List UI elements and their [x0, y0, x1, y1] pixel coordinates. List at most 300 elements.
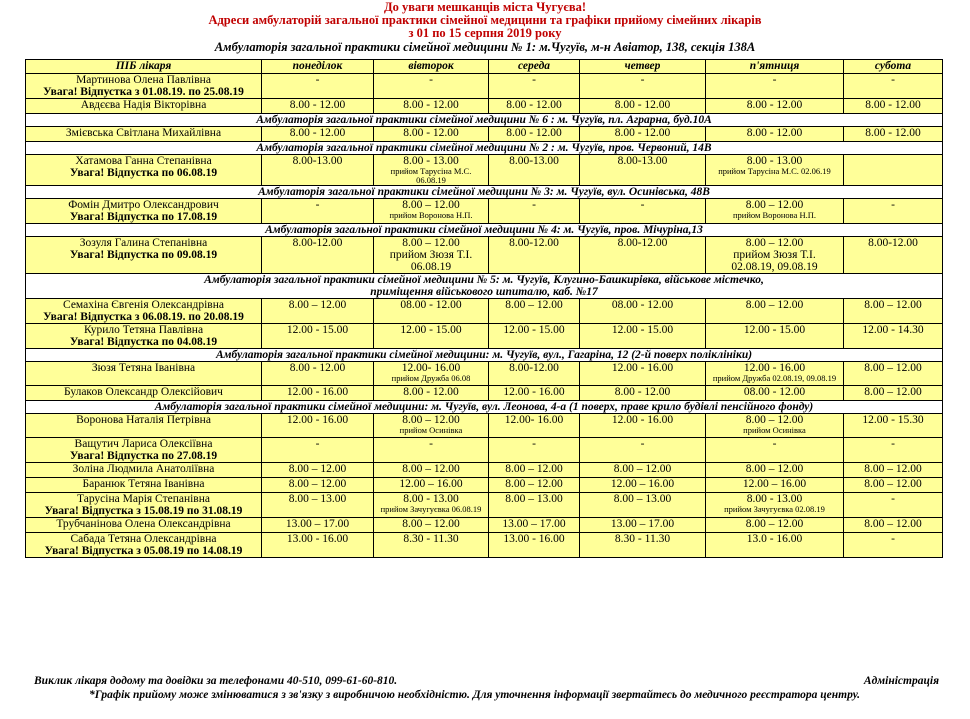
schedule-cell	[580, 74, 706, 99]
schedule-cell	[844, 533, 943, 558]
schedule-cell	[489, 237, 580, 274]
hours-text: 8.00 - 13.00	[403, 155, 459, 167]
schedule-cell	[489, 478, 580, 493]
footer-note: *Графік прийому може змінюватися з зв'язку з виробничою необхідністю. Для уточнення інформації звертайтесь до медичного реєстратора центру.	[89, 689, 860, 701]
hours-text: 8.00 – 12.00	[864, 362, 922, 374]
substitute-dates: 02.08.19, 09.08.19	[731, 261, 818, 273]
schedule-cell	[374, 518, 489, 533]
substitute-dates: 06.08.19	[410, 261, 452, 273]
doctor-name: Семахіна Євгенія Олександрівна	[63, 299, 224, 311]
hours-text: 8.00 – 12.00	[745, 237, 804, 249]
hours-text: 8.00 – 12.00	[505, 478, 563, 490]
schedule-cell	[580, 299, 706, 324]
doctor-name-cell	[26, 155, 262, 186]
doctor-name: Фомін Дмитро Олександрович	[68, 199, 219, 211]
substitute-note: прийом Дружба 02.08.19, 09.08.19	[712, 373, 837, 383]
col-header-wednesday: середа	[489, 60, 580, 74]
schedule-cell	[262, 386, 374, 401]
schedule-cell	[706, 155, 844, 186]
hours-text: 12.00 - 16.00	[286, 386, 349, 398]
clinic-address	[26, 274, 943, 299]
clinic-address	[26, 349, 943, 362]
schedule-cell	[489, 493, 580, 518]
substitute-text: прийом Зюзя Т.І.	[389, 249, 473, 261]
schedule-cell	[489, 438, 580, 463]
doctor-row	[26, 199, 943, 224]
vacation-warning: Увага! Відпустка по 04.08.19	[69, 336, 218, 348]
hours-text: 8.00 - 12.00	[614, 127, 671, 139]
hours-text: 8.00 – 12.00	[864, 463, 922, 475]
hours-text: 8.00 – 12.00	[864, 478, 922, 490]
section-heading-row	[26, 224, 943, 237]
footer-admin: Адміністрація	[863, 675, 939, 687]
substitute-note: прийом Тарусіна М.С. 02.06.19	[718, 166, 831, 176]
schedule-cell	[580, 155, 706, 186]
schedule-cell	[262, 199, 374, 224]
hours-text: 12.00- 16.00	[401, 362, 461, 374]
hours-text: 8.00-12.00	[868, 237, 918, 249]
schedule-cell	[374, 127, 489, 142]
schedule-cell	[489, 99, 580, 114]
doctor-row	[26, 324, 943, 349]
doctor-name-cell	[26, 463, 262, 478]
schedule-cell	[706, 237, 844, 274]
clinic-address-line: Амбулаторія загальної практики сімейної медицини: м. Чугуїв, вул. Леонова, 4-а (1 поверх, праве крило будівлі пенсійного фонду)	[154, 401, 814, 413]
notice-heading: До уваги мешканців міста Чугуєва!	[384, 0, 586, 14]
col-header-saturday: субота	[844, 60, 943, 74]
hours-text: 8.00 – 12.00	[505, 463, 563, 475]
schedule-cell	[262, 299, 374, 324]
substitute-note: прийом Осинівка	[743, 425, 806, 435]
schedule-cell	[706, 324, 844, 349]
schedule-cell	[580, 493, 706, 518]
section-heading-row	[26, 186, 943, 199]
hours-text: 8.00 – 12.00	[745, 518, 804, 530]
doctor-row	[26, 237, 943, 274]
section-heading-row	[26, 349, 943, 362]
schedule-cell	[844, 155, 943, 186]
schedule-cell	[262, 155, 374, 186]
doctor-row	[26, 386, 943, 401]
doctor-name-cell	[26, 99, 262, 114]
schedule-cell	[844, 493, 943, 518]
hours-text: 8.00-13.00	[292, 155, 343, 167]
hours-text: 13.0 - 16.00	[746, 533, 803, 545]
schedule-cell	[374, 324, 489, 349]
clinic-address-line: Амбулаторія загальної практики сімейної медицини № 4: м. Чугуїв, пров. Мічуріна,13	[265, 224, 703, 236]
schedule-cell	[844, 237, 943, 274]
doctor-name-cell	[26, 518, 262, 533]
clinic-address-line: Амбулаторія загальної практики сімейної медицини № 5: м. Чугуїв, Клугино-Башкирівка, військове містечко,	[204, 274, 764, 286]
doctor-row	[26, 414, 943, 438]
schedule-cell	[262, 438, 374, 463]
hours-text: 8.00 - 12.00	[506, 127, 562, 139]
doctor-name: Хатамова Ганна Степанівна	[75, 155, 212, 167]
hours-text: -	[429, 74, 433, 86]
schedule-cell	[580, 99, 706, 114]
schedule-cell	[262, 533, 374, 558]
hours-text: -	[891, 74, 895, 86]
substitute-note: прийом Зачугуєвка 02.08.19	[724, 504, 825, 514]
doctor-row	[26, 127, 943, 142]
schedule-cell	[489, 199, 580, 224]
doctor-name: Курило Тетяна Павлівна	[83, 324, 204, 336]
doctor-row	[26, 518, 943, 533]
clinic-address-line: Амбулаторія загальної практики сімейної медицини: м. Чугуїв, вул., Гагаріна, 12 (2-й поверх поліклініки)	[215, 349, 753, 361]
hours-text: 8.30 - 11.30	[403, 533, 459, 545]
doctor-name-cell	[26, 386, 262, 401]
hours-text: 8.00 – 12.00	[745, 463, 804, 475]
hours-text: -	[891, 438, 895, 450]
hours-text: 8.00 – 12.00	[745, 414, 804, 426]
hours-text: 12.00 - 16.00	[503, 386, 565, 398]
hours-text: 8.00 – 12.00	[505, 299, 563, 311]
hours-text: 8.00-13.00	[617, 155, 668, 167]
hours-text: 8.00-13.00	[509, 155, 559, 167]
doctor-row	[26, 533, 943, 558]
schedule-cell	[706, 493, 844, 518]
doctor-name: Мартинова Олена Павлівна	[76, 74, 211, 86]
hours-text: 12.00 - 15.00	[503, 324, 565, 336]
schedule-cell	[489, 324, 580, 349]
schedule-cell	[580, 478, 706, 493]
schedule-cell	[706, 362, 844, 386]
hours-text: -	[772, 438, 777, 450]
document-title: Адреси амбулаторій загальної практики сімейної медицини та графіки прийому сімейних лікарів	[208, 13, 762, 27]
schedule-cell	[374, 299, 489, 324]
schedule-cell	[844, 463, 943, 478]
schedule-cell	[374, 74, 489, 99]
col-header-friday: п'ятниця	[706, 60, 844, 74]
hours-text: 8.00-12.00	[617, 237, 668, 249]
schedule-cell	[262, 324, 374, 349]
clinic-address	[26, 224, 943, 237]
hours-text: -	[532, 438, 536, 450]
schedule-cell	[844, 518, 943, 533]
substitute-note: прийом Воронова Н.П.	[732, 210, 817, 220]
schedule-cell	[262, 127, 374, 142]
hours-text: 8.00 – 13.00	[288, 493, 347, 505]
schedule-cell	[706, 533, 844, 558]
hours-text: 8.00 – 12.00	[288, 478, 347, 490]
doctor-row	[26, 478, 943, 493]
hours-text: 13.00 – 17.00	[285, 518, 350, 530]
schedule-cell	[580, 362, 706, 386]
substitute-note: прийом Зачугуєвка 06.08.19	[380, 504, 482, 514]
hours-text: 08.00 - 12.00	[400, 299, 462, 311]
schedule-cell	[374, 463, 489, 478]
schedule-cell	[262, 463, 374, 478]
hours-text: 13.00 - 16.00	[286, 533, 349, 545]
hours-text: 8.00 - 12.00	[289, 127, 346, 139]
schedule-cell	[262, 493, 374, 518]
hours-text: 8.30 - 11.30	[614, 533, 671, 545]
hours-text: 08.00 - 12.00	[743, 386, 806, 398]
doctor-row	[26, 493, 943, 518]
clinic-address-line-2: приміщення військового шпиталю, каб. №17	[370, 286, 598, 298]
schedule-cell	[489, 518, 580, 533]
schedule-cell	[374, 237, 489, 274]
clinic-address-line: Амбулаторія загальної практики сімейної медицини № 6 : м. Чугуїв, пл. Аграрна, буд.10А	[256, 114, 712, 126]
vacation-warning: Увага! Відпустка з 15.08.19 по 31.08.19	[44, 505, 243, 517]
schedule-cell	[489, 299, 580, 324]
schedule-cell	[262, 518, 374, 533]
hours-text: -	[891, 199, 895, 211]
schedule-cell	[706, 518, 844, 533]
vacation-warning: Увага! Відпустка з 01.08.19. по 25.08.19	[43, 86, 244, 98]
doctor-name: Булаков Олександр Олексійович	[64, 386, 223, 398]
schedule-cell	[374, 155, 489, 186]
schedule-cell	[489, 74, 580, 99]
clinic-address	[26, 401, 943, 414]
clinic-address-line: Амбулаторія загальної практики сімейної медицини № 3: м. Чугуїв, вул. Осинівська, 48В	[258, 186, 710, 198]
substitute-note: прийом Тарусіна М.С. 06.08.19	[390, 166, 472, 185]
vacation-warning: Увага! Відпустка по 06.08.19	[69, 167, 218, 179]
col-header-tuesday: вівторок	[374, 60, 489, 74]
vacation-warning: Увага! Відпустка по 27.08.19	[69, 450, 218, 462]
hours-text: 8.00 – 12.00	[288, 463, 347, 475]
schedule-cell	[580, 199, 706, 224]
hours-text: -	[640, 74, 645, 86]
doctor-name: Трубчанінова Олена Олександрівна	[56, 518, 231, 530]
hours-text: 12.00 – 16.00	[742, 478, 807, 490]
doctor-name-cell	[26, 533, 262, 558]
doctor-row	[26, 99, 943, 114]
schedule-cell	[844, 74, 943, 99]
hours-text: 8.00 - 12.00	[746, 99, 803, 111]
vacation-warning: Увага! Відпустка по 17.08.19	[69, 211, 218, 223]
hours-text: 8.00 – 12.00	[402, 237, 460, 249]
hours-text: 12.00 - 15.00	[611, 324, 674, 336]
schedule-table	[25, 59, 943, 558]
hours-text: 8.00 - 12.00	[746, 127, 803, 139]
hours-text: -	[429, 438, 433, 450]
schedule-cell	[489, 127, 580, 142]
hours-text: 8.00 - 13.00	[746, 493, 803, 505]
hours-text: 8.00 - 12.00	[403, 386, 459, 398]
footer-call-text: Виклик лікаря додому та довідки за телефонами 40-510, 099-61-60-810.	[34, 675, 398, 687]
schedule-cell	[844, 99, 943, 114]
schedule-cell	[489, 463, 580, 478]
hours-text: 8.00 – 12.00	[402, 199, 460, 211]
hours-text: 12.00 – 16.00	[399, 478, 463, 490]
schedule-cell	[844, 478, 943, 493]
hours-text: 08.00 - 12.00	[611, 299, 674, 311]
col-header-monday: понеділок	[262, 60, 374, 74]
hours-text: -	[315, 438, 320, 450]
doctor-name-cell	[26, 74, 262, 99]
schedule-cell	[844, 299, 943, 324]
schedule-cell	[374, 99, 489, 114]
doctor-name-cell	[26, 414, 262, 438]
hours-text: 12.00 - 16.00	[743, 362, 806, 374]
hours-text: 12.00 - 15.00	[286, 324, 349, 336]
schedule-cell	[706, 74, 844, 99]
doctor-row	[26, 155, 943, 186]
doctor-name: Ващутич Лариса Олексіївна	[74, 438, 213, 450]
doctor-name-cell	[26, 324, 262, 349]
schedule-cell	[489, 386, 580, 401]
hours-text: -	[640, 438, 645, 450]
schedule-cell	[580, 533, 706, 558]
hours-text: 12.00 - 16.00	[611, 362, 674, 374]
schedule-cell	[580, 237, 706, 274]
hours-text: 8.00 – 12.00	[864, 518, 922, 530]
hours-text: 8.00 - 12.00	[506, 99, 562, 111]
hours-text: 8.00 - 12.00	[289, 362, 346, 374]
doctor-name: Золіна Людмила Анатоліївна	[72, 463, 215, 475]
schedule-cell	[262, 414, 374, 438]
hours-text: -	[891, 533, 895, 545]
doctor-row	[26, 74, 943, 99]
schedule-cell	[580, 438, 706, 463]
schedule-cell	[580, 463, 706, 478]
hours-text: 12.00 - 16.00	[286, 414, 349, 426]
doctor-row	[26, 299, 943, 324]
schedule-cell	[580, 386, 706, 401]
doctor-name: Зюзя Тетяна Іванівна	[91, 362, 196, 374]
section-heading-row	[26, 142, 943, 155]
col-header-doctor: ПІБ лікаря	[26, 60, 262, 74]
substitute-note: прийом Осинівка	[399, 425, 463, 435]
schedule-cell	[374, 386, 489, 401]
clinic-address	[26, 142, 943, 155]
doctor-name: Авдєєва Надія Вікторівна	[80, 99, 207, 111]
doctor-name-cell	[26, 493, 262, 518]
clinic-address	[26, 186, 943, 199]
schedule-cell	[706, 478, 844, 493]
schedule-cell	[489, 155, 580, 186]
schedule-cell	[844, 199, 943, 224]
schedule-cell	[844, 438, 943, 463]
doctor-name: Тарусіна Марія Степанівна	[76, 493, 210, 505]
schedule-cell	[844, 324, 943, 349]
hours-text: -	[315, 74, 320, 86]
schedule-cell	[374, 414, 489, 438]
vacation-warning: Увага! Відпустка по 09.08.19	[69, 249, 218, 261]
doctor-name-cell	[26, 478, 262, 493]
schedule-cell	[706, 299, 844, 324]
hours-text: 8.00 - 12.00	[289, 99, 346, 111]
hours-text: 8.00 - 13.00	[746, 155, 803, 167]
schedule-cell	[706, 414, 844, 438]
hours-text: 8.00 – 12.00	[745, 199, 804, 211]
doctor-name: Змієвська Світлана Михайлівна	[65, 127, 222, 139]
hours-text: 12.00 - 14.30	[862, 324, 924, 336]
schedule-cell	[262, 99, 374, 114]
schedule-cell	[374, 199, 489, 224]
hours-text: 8.00-12.00	[509, 237, 559, 249]
hours-text: -	[532, 74, 536, 86]
hours-text: 8.00 - 13.00	[403, 493, 459, 505]
section-title-clinic-1: Амбулаторія загальної практики сімейної медицини № 1: м.Чугуїв, м-н Авіатор, 138, секція 138А	[214, 40, 756, 54]
hours-text: -	[891, 493, 895, 505]
section-heading-row	[26, 114, 943, 127]
hours-text: 8.00 - 12.00	[614, 99, 671, 111]
doctor-name: Воронова Наталія Петрівна	[76, 414, 211, 426]
hours-text: 8.00 – 12.00	[288, 299, 347, 311]
hours-text: 13.00 – 17.00	[610, 518, 675, 530]
hours-text: 8.00 - 12.00	[614, 386, 671, 398]
schedule-cell	[262, 74, 374, 99]
hours-text: 12.00 - 15.00	[743, 324, 806, 336]
doctor-row	[26, 463, 943, 478]
hours-text: 8.00 – 12.00	[613, 463, 672, 475]
schedule-cell	[580, 127, 706, 142]
hours-text: -	[772, 74, 777, 86]
hours-text: 13.00 - 16.00	[503, 533, 565, 545]
hours-text: 12.00 - 15.30	[862, 414, 924, 426]
hours-text: 12.00 – 16.00	[610, 478, 675, 490]
schedule-cell	[374, 493, 489, 518]
substitute-note: прийом Дружба 06.08	[391, 373, 471, 383]
hours-text: -	[640, 199, 645, 211]
hours-text: 13.00 – 17.00	[502, 518, 566, 530]
hours-text: 8.00 – 12.00	[402, 414, 460, 426]
substitute-note: прийом Воронова Н.П.	[389, 210, 473, 220]
clinic-address-line: Амбулаторія загальної практики сімейної медицини № 2 : м. Чугуїв, пров. Червоний, 14В	[256, 142, 712, 154]
schedule-cell	[262, 362, 374, 386]
schedule-cell	[489, 533, 580, 558]
schedule-cell	[580, 518, 706, 533]
hours-text: 8.00 – 12.00	[745, 299, 804, 311]
doctor-name-cell	[26, 199, 262, 224]
schedule-cell	[262, 478, 374, 493]
schedule-cell	[580, 414, 706, 438]
hours-text: 12.00 - 15.00	[400, 324, 462, 336]
hours-text: 12.00 - 16.00	[611, 414, 674, 426]
hours-text: 12.00- 16.00	[504, 414, 564, 426]
doctor-row	[26, 438, 943, 463]
doctor-name: Сабада Тетяна Олександрівна	[70, 533, 217, 545]
schedule-cell	[706, 199, 844, 224]
schedule-cell	[374, 438, 489, 463]
schedule-cell	[489, 362, 580, 386]
doctor-name-cell	[26, 127, 262, 142]
hours-text: 8.00 – 13.00	[613, 493, 672, 505]
schedule-cell	[374, 533, 489, 558]
doctor-name-cell	[26, 438, 262, 463]
hours-text: 8.00 – 12.00	[402, 463, 460, 475]
schedule-cell	[706, 463, 844, 478]
hours-text: 8.00 - 12.00	[865, 127, 921, 139]
doctor-row	[26, 362, 943, 386]
vacation-warning: Увага! Відпустка з 05.08.19 по 14.08.19	[44, 545, 243, 557]
doctor-name: Зозуля Галина Степанівна	[79, 237, 208, 249]
section-heading-row	[26, 401, 943, 414]
hours-text: 8.00 – 12.00	[864, 299, 922, 311]
schedule-cell	[262, 237, 374, 274]
schedule-cell	[706, 386, 844, 401]
doctor-name-cell	[26, 362, 262, 386]
footer-contacts	[34, 675, 939, 688]
hours-text: 8.00 - 12.00	[865, 99, 921, 111]
hours-text: 8.00 - 12.00	[403, 127, 459, 139]
schedule-cell	[844, 386, 943, 401]
hours-text: -	[315, 199, 320, 211]
doctor-name-cell	[26, 237, 262, 274]
hours-text: 8.00-12.00	[509, 362, 559, 374]
vacation-warning: Увага! Відпустка з 06.08.19. по 20.08.19	[43, 311, 244, 323]
hours-text: 8.00-12.00	[292, 237, 343, 249]
clinic-address	[26, 114, 943, 127]
hours-text: 8.00 – 12.00	[402, 518, 460, 530]
hours-text: 8.00 – 12.00	[864, 386, 922, 398]
date-range: з 01 по 15 серпня 2019 року	[408, 26, 562, 40]
schedule-cell	[374, 478, 489, 493]
schedule-cell	[706, 99, 844, 114]
hours-text: -	[532, 199, 536, 211]
